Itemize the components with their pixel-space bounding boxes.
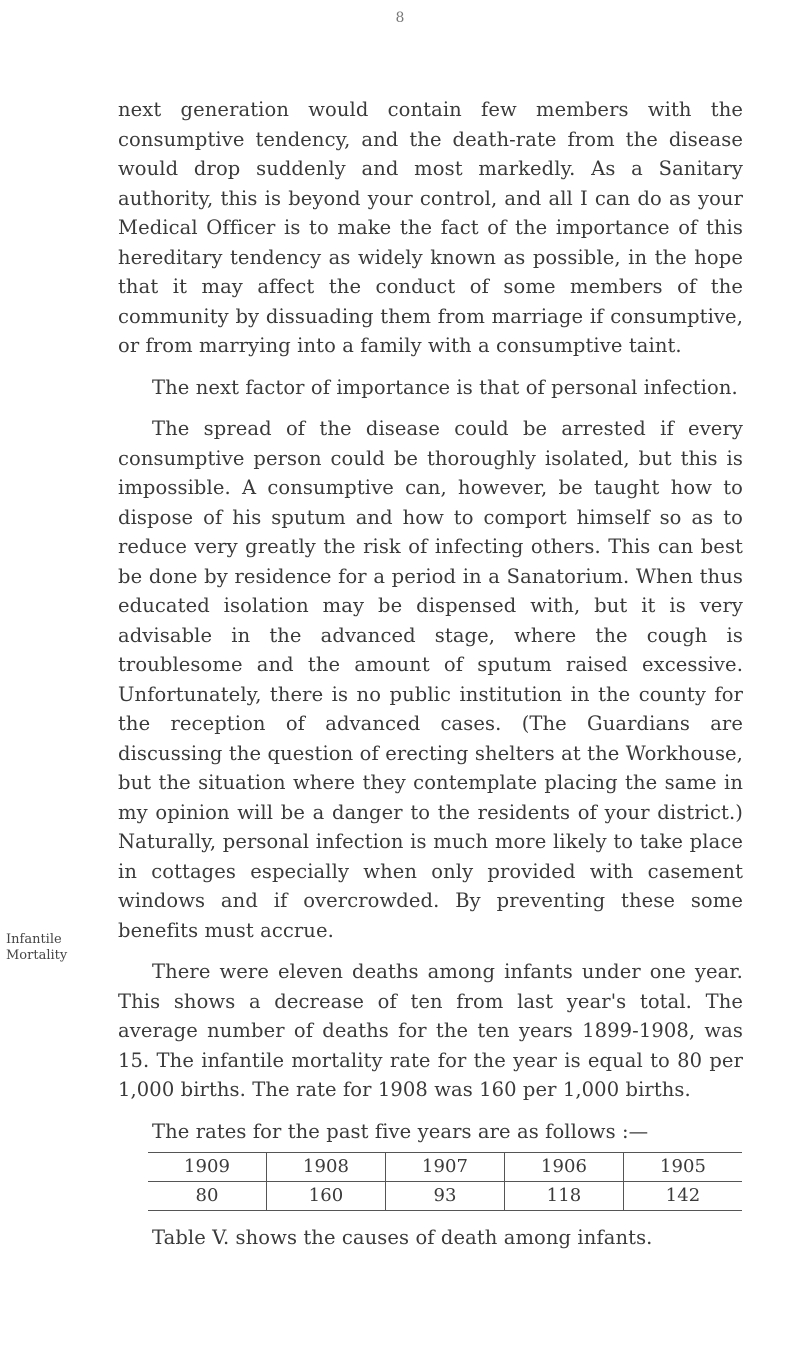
- paragraph-5: The rates for the past five years are as follows :—: [152, 1119, 649, 1143]
- table-cell: 1906: [505, 1153, 624, 1182]
- page-number: 8: [395, 10, 405, 26]
- table-cell: 142: [624, 1182, 743, 1211]
- table-cell: 93: [386, 1182, 505, 1211]
- margin-note-infantile-mortality: Infantile Mortality: [6, 932, 68, 963]
- table-cell: 80: [148, 1182, 267, 1211]
- table-cell: 118: [505, 1182, 624, 1211]
- table-cell: 1908: [267, 1153, 386, 1182]
- table-row-years: [148, 1153, 742, 1182]
- body-text: [118, 95, 743, 1253]
- table-row-rates: [148, 1182, 742, 1211]
- paragraph-3: The spread of the disease could be arrested if every consumptive person could be thoroughly isolated, but this is impossible. A consumptive can, however, be taught how to dispose of his sputum and how to comport himself so as to reduce very greatly the risk of infecting others. This can best be done by residence for a period in a Sanatorium. When thus educated isolation may be dispensed with, but it is very advisable in the advanced stage, where the cough is troublesome and the amount of sputum raised excessive. Unfortunately, there is no public institution in the county for the reception of advanced cases. (The Guardians are discussing the question of erecting shelters at the Workhouse, but the situation where they contemplate placing the same in my opinion will be a danger to the residents of your district.) Naturally, personal infection is much more likely to take place in cottages especially when only provided with casement windows and if overcrowded. By preventing these some benefits must accrue.: [118, 417, 743, 942]
- table-cell: 1907: [386, 1153, 505, 1182]
- table-cell: 160: [267, 1182, 386, 1211]
- paragraph-4: There were eleven deaths among infants under one year. This shows a decrease of ten from last year's total. The average number of deaths for the ten years 1899-1908, was 15. The infantile mortality rate for the year is equal to 80 per 1,000 births. The rate for 1908 was 160 per 1,000 births.: [118, 960, 743, 1101]
- paragraph-1: next generation would contain few members with the consumptive tendency, and the death-rate from the disease would drop suddenly and most markedly. As a Sanitary authority, this is beyond your control, and all I can do as your Medical Officer is to make the fact of the importance of this hereditary tendency as widely known as possible, in the hope that it may affect the conduct of some members of the community by dissuading them from marriage if consumptive, or from marrying into a family with a consumptive taint.: [118, 98, 743, 357]
- paragraph-6: Table V. shows the causes of death among infants.: [152, 1226, 653, 1249]
- paragraph-2: The next factor of importance is that of personal infection.: [152, 375, 738, 399]
- table-cell: 1905: [624, 1153, 743, 1182]
- infant-mortality-rates-table: [148, 1152, 742, 1211]
- table-cell: 1909: [148, 1153, 267, 1182]
